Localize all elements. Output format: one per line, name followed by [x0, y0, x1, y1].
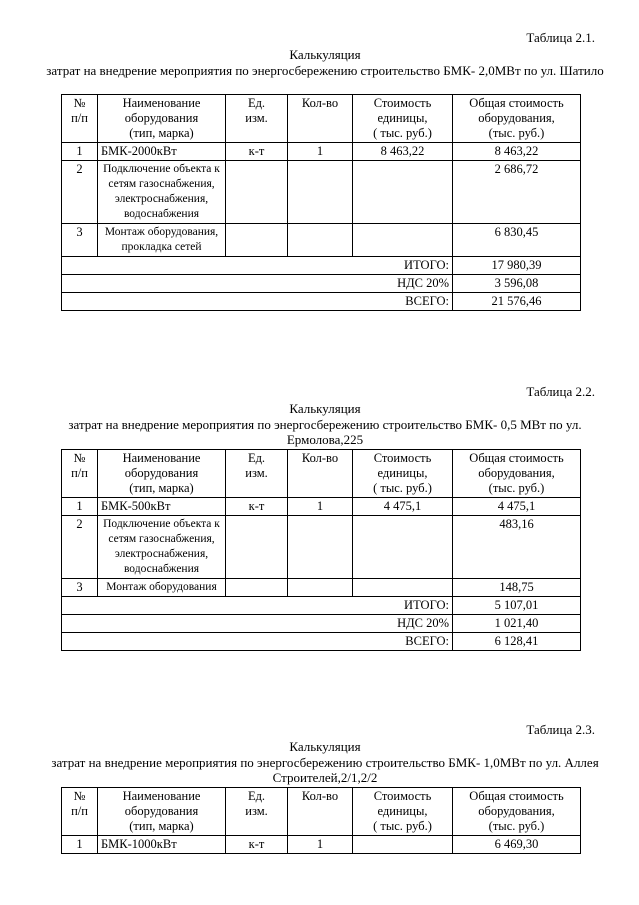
- item-price: [353, 224, 453, 257]
- header-unit-price: Стоимость единицы, ( тыс. руб.): [353, 95, 453, 143]
- table-label: Таблица 2.1.: [526, 30, 595, 45]
- row-number: 3: [62, 224, 98, 257]
- item-unit: к-т: [226, 143, 288, 161]
- header-qty: Кол-во: [288, 788, 353, 836]
- header-unit-price: Стоимость единицы, ( тыс. руб.): [353, 450, 453, 498]
- summary-value: 21 576,46: [453, 293, 581, 311]
- header-total: Общая стоимость оборудования, (тыс. руб.): [453, 788, 581, 836]
- summary-row: [62, 597, 581, 615]
- table-title: Калькуляция: [289, 401, 361, 416]
- header-row: [62, 95, 581, 143]
- item-qty: 1: [288, 143, 353, 161]
- item-price: 4 475,1: [353, 498, 453, 516]
- item-qty: 1: [288, 836, 353, 854]
- summary-label: НДС 20%: [62, 275, 453, 293]
- header-unit: Ед. изм.: [226, 788, 288, 836]
- item-name: БМК-1000кВт: [98, 836, 226, 854]
- summary-label: ИТОГО:: [62, 257, 453, 275]
- item-qty: [288, 224, 353, 257]
- item-name: Подключение объекта к сетям газоснабжения, электроснабжения, водоснабжения: [98, 161, 226, 224]
- summary-label: ВСЕГО:: [62, 633, 453, 651]
- table-title: Калькуляция: [289, 47, 361, 62]
- item-price: [353, 161, 453, 224]
- summary-row: [62, 257, 581, 275]
- summary-value: 5 107,01: [453, 597, 581, 615]
- table-subtitle: затрат на внедрение мероприятия по энергосбережению строительство БМК- 2,0МВт по ул. Шатило: [46, 63, 604, 78]
- table-row: [62, 224, 581, 257]
- row-number: 1: [62, 143, 98, 161]
- header-name: Наименование оборудования (тип, марка): [98, 450, 226, 498]
- row-number: 2: [62, 161, 98, 224]
- header-name: Наименование оборудования (тип, марка): [98, 788, 226, 836]
- summary-row: [62, 275, 581, 293]
- item-price: [353, 516, 453, 579]
- item-total: 4 475,1: [453, 498, 581, 516]
- item-unit: [226, 161, 288, 224]
- item-price: 8 463,22: [353, 143, 453, 161]
- table-subtitle: затрат на внедрение мероприятия по энергосбережению строительство БМК- 1,0МВт по ул. Аллея Строителей,2/1,2/2: [51, 755, 599, 785]
- table-row: [62, 143, 581, 161]
- header-total: Общая стоимость оборудования, (тыс. руб.): [453, 450, 581, 498]
- table-row: [62, 161, 581, 224]
- header-qty: Кол-во: [288, 95, 353, 143]
- header-unit: Ед. изм.: [226, 450, 288, 498]
- summary-row: [62, 615, 581, 633]
- header-unit-price: Стоимость единицы, ( тыс. руб.): [353, 788, 453, 836]
- header-name: Наименование оборудования (тип, марка): [98, 95, 226, 143]
- header-row: [62, 450, 581, 498]
- summary-row: [62, 293, 581, 311]
- item-unit: [226, 516, 288, 579]
- header-unit: Ед. изм.: [226, 95, 288, 143]
- row-number: 2: [62, 516, 98, 579]
- summary-label: ВСЕГО:: [62, 293, 453, 311]
- row-number: 1: [62, 836, 98, 854]
- header-number: № п/п: [62, 95, 98, 143]
- table-row: [62, 836, 581, 854]
- summary-value: 17 980,39: [453, 257, 581, 275]
- calculation-table: [61, 449, 581, 651]
- summary-label: НДС 20%: [62, 615, 453, 633]
- row-number: 3: [62, 579, 98, 597]
- item-name: БМК-2000кВт: [98, 143, 226, 161]
- item-unit: к-т: [226, 836, 288, 854]
- item-qty: 1: [288, 498, 353, 516]
- item-qty: [288, 161, 353, 224]
- item-price: [353, 836, 453, 854]
- header-total: Общая стоимость оборудования, (тыс. руб.): [453, 95, 581, 143]
- item-unit: [226, 224, 288, 257]
- item-total: 6 830,45: [453, 224, 581, 257]
- calculation-table: [61, 94, 581, 311]
- item-name: БМК-500кВт: [98, 498, 226, 516]
- item-unit: [226, 579, 288, 597]
- item-qty: [288, 516, 353, 579]
- item-total: 483,16: [453, 516, 581, 579]
- item-name: Монтаж оборудования: [98, 579, 226, 597]
- item-name: Подключение объекта к сетям газоснабжения, электроснабжения, водоснабжения: [98, 516, 226, 579]
- item-unit: к-т: [226, 498, 288, 516]
- summary-value: 1 021,40: [453, 615, 581, 633]
- summary-label: ИТОГО:: [62, 597, 453, 615]
- item-total: 6 469,30: [453, 836, 581, 854]
- item-qty: [288, 579, 353, 597]
- table-row: [62, 516, 581, 579]
- summary-value: 3 596,08: [453, 275, 581, 293]
- table-label: Таблица 2.2.: [526, 384, 595, 399]
- table-title: Калькуляция: [289, 739, 361, 754]
- header-qty: Кол-во: [288, 450, 353, 498]
- calculation-table: [61, 787, 581, 854]
- row-number: 1: [62, 498, 98, 516]
- item-total: 2 686,72: [453, 161, 581, 224]
- header-row: [62, 788, 581, 836]
- summary-row: [62, 633, 581, 651]
- summary-value: 6 128,41: [453, 633, 581, 651]
- item-name: Монтаж оборудования, прокладка сетей: [98, 224, 226, 257]
- table-label: Таблица 2.3.: [526, 722, 595, 737]
- header-number: № п/п: [62, 450, 98, 498]
- table-row: [62, 498, 581, 516]
- item-total: 8 463,22: [453, 143, 581, 161]
- table-row: [62, 579, 581, 597]
- table-subtitle: затрат на внедрение мероприятия по энергосбережению строительство БМК- 0,5 МВт по ул. Ермолова,225: [68, 417, 582, 447]
- header-number: № п/п: [62, 788, 98, 836]
- item-total: 148,75: [453, 579, 581, 597]
- item-price: [353, 579, 453, 597]
